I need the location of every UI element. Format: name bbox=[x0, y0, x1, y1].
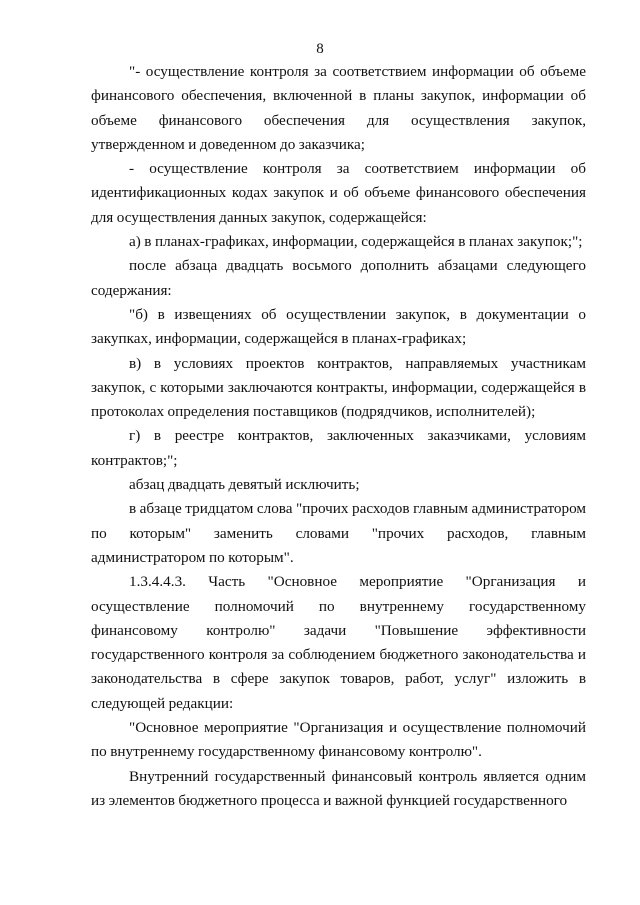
paragraph: - осуществление контроля за соответствием информации об идентификационных кодах закупок и об объеме финансового обеспечения для осуществления данных закупок, содержащейся: bbox=[91, 160, 586, 226]
paragraph: в) в условиях проектов контрактов, направляемых участникам закупок, с которыми заключаются контракты, информации, содержащейся в протоколах определения поставщиков (подрядчиков, исполнителей); bbox=[91, 354, 586, 421]
paragraph: абзац двадцать девятый исключить; bbox=[129, 476, 360, 494]
paragraph: Внутренний государственный финансовый контроль является одним из элементов бюджетного процесса и важной функцией государственного bbox=[91, 767, 586, 809]
paragraph: "- осуществление контроля за соответствием информации об объеме финансового обеспечения, включенной в планы закупок, информации об объеме финансового обеспечения для осуществления закупок, утвержденном и доведенном до заказчика; bbox=[91, 63, 586, 153]
paragraph: "б) в извещениях об осуществлении закупок, в документации о закупках, информации, содержащейся в планах-графиках; bbox=[91, 305, 586, 348]
page-number: 8 bbox=[316, 41, 324, 57]
paragraph: после абзаца двадцать восьмого дополнить абзацами следующего содержания: bbox=[91, 257, 586, 299]
paragraph: в абзаце тридцатом слова "прочих расходов главным администратором по которым" заменить словами "прочих расходов, главным администратором по которым". bbox=[91, 500, 586, 566]
paragraph: а) в планах-графиках, информации, содержащейся в планах закупок;"; bbox=[129, 233, 583, 251]
paragraph: 1.3.4.4.3. Часть "Основное мероприятие "Организация и осуществление полномочий по внутреннему государственному финансовому контролю" задачи "Повышение эффективности государственного контроля за соблюдением бюджетного законодательства и законодательства в сфере закупок товаров, работ, услуг" изложить в следующей редакции: bbox=[91, 573, 586, 712]
document-body bbox=[91, 60, 586, 813]
paragraph: г) в реестре контрактов, заключенных заказчиками, условиям контрактов;"; bbox=[91, 427, 586, 469]
paragraph: "Основное мероприятие "Организация и осуществление полномочий по внутреннему государственному финансовому контролю". bbox=[91, 719, 586, 761]
